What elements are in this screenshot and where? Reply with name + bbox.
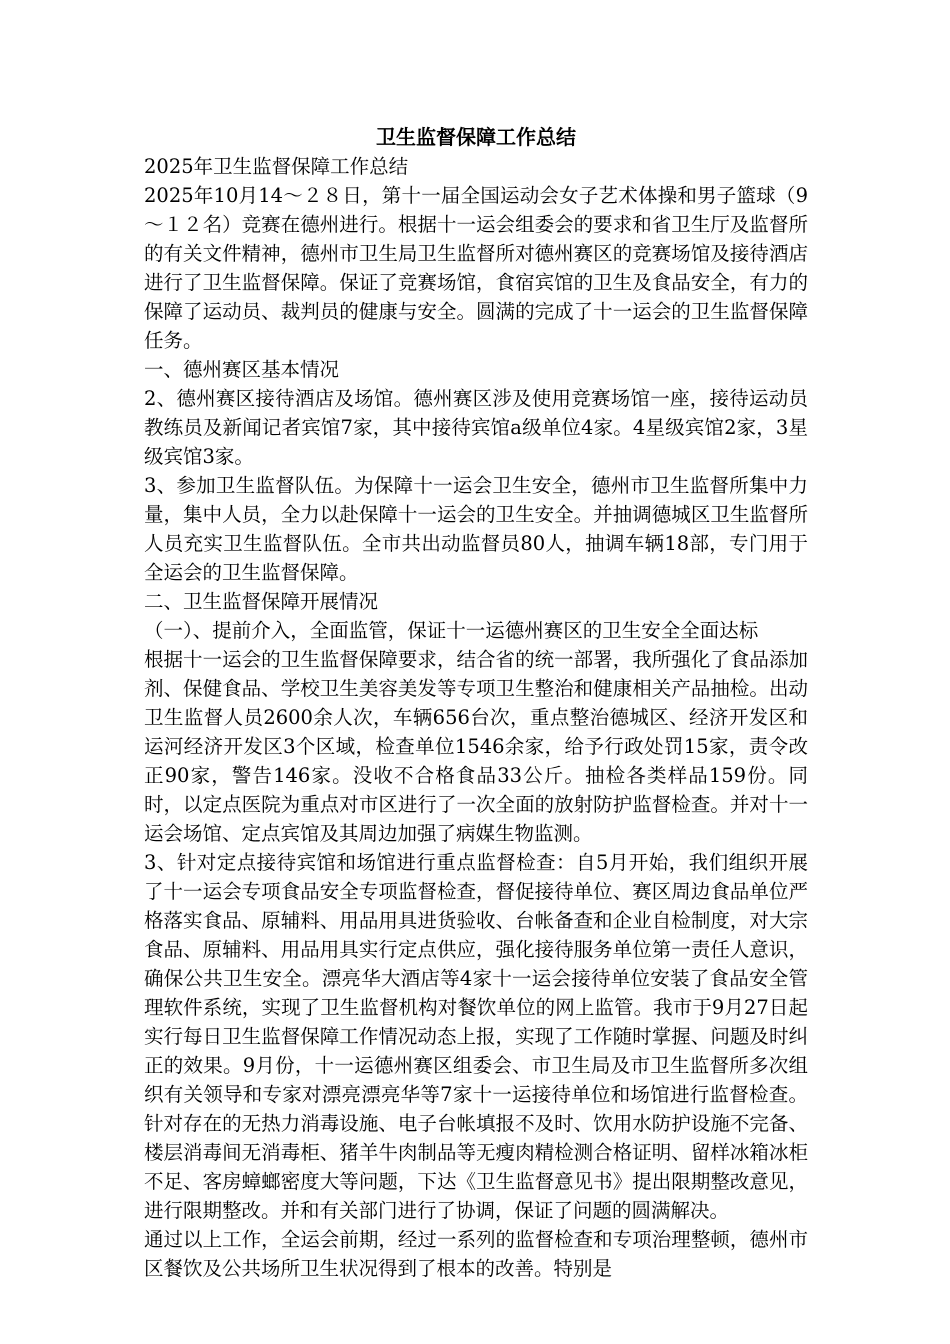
key-inspection-paragraph: 3、针对定点接待宾馆和场馆进行重点监督检查：自5月开始，我们组织开展了十一运会专项食品安全专项监督检查，督促接待单位、赛区周边食品单位严格落实食品、原辅料、用品用具进货验收、台帐备查和企业自检制度，对大宗食品、原辅料、用品用具实行定点供应，强化接待服务单位第一责任人意识，确保公共卫生安全。漂亮华大酒店等4家十一运会接待单位安装了食品安全管理软件系统，实现了卫生监督机构对餐饮单位的网上监管。我市于9月27日起实行每日卫生监督保障工作情况动态上报，实现了工作随时掌握、问题及时纠正的效果。9月份，十一运德州赛区组委会、市卫生局及市卫生监督所多次组织有关领导和专家对漂亮漂亮华等7家十一运接待单位和场馆进行监督检查。针对存在的无热力消毒设施、电子台帐填报不及时、饮用水防护设施不完备、楼层消毒间无消毒柜、猪羊牛肉制品等无瘦肉精检测合格证明、留样冰箱冰柜不足、客房蟑螂密度大等问题，下达《卫生监督意见书》提出限期整改意见，进行限期整改。并和有关部门进行了协调，保证了问题的圆满解决。	[144, 851, 808, 1222]
section-heading-1: 一、德州赛区基本情况	[144, 358, 340, 381]
subtitle-paragraph: 2025年卫生监督保障工作总结	[144, 155, 409, 178]
hotels-venues-paragraph: 2、德州赛区接待酒店及场馆。德州赛区涉及使用竞赛场馆一座，接待运动员教练员及新闻记者宾馆7家，其中接待宾馆a级单位4家。4星级宾馆2家，3星级宾馆3家。	[144, 387, 808, 468]
section-heading-2: 二、卫生监督保障开展情况	[144, 590, 379, 613]
document-body	[144, 122, 808, 1283]
intro-paragraph: 2025年10月14～２８日，第十一届全国运动会女子艺术体操和男子篮球（9～１２名）竞赛在德州进行。根据十一运会组委会的要求和省卫生厅及监督所的有关文件精神，德州市卫生局卫生监督所对德州赛区的竞赛场馆及接待酒店进行了卫生监督保障。保证了竞赛场馆，食宿宾馆的卫生及食品安全，有力的保障了运动员、裁判员的健康与安全。圆满的完成了十一运会的卫生监督保障任务。	[144, 184, 808, 352]
inspection-paragraph: 根据十一运会的卫生监督保障要求，结合省的统一部署，我所强化了食品添加剂、保健食品、学校卫生美容美发等专项卫生整治和健康相关产品抽检。出动卫生监督人员2600余人次，车辆656台次，重点整治德城区、经济开发区和运河经济开发区3个区域，检查单位1546余家，给予行政处罚15家，责令改正90家，警告146家。没收不合格食品33公斤。抽检各类样品159份。同时，以定点医院为重点对市区进行了一次全面的放射防护监督检查。并对十一运会场馆、定点宾馆及其周边加强了病媒生物监测。	[144, 648, 808, 845]
supervision-team-paragraph: 3、参加卫生监督队伍。为保障十一运会卫生安全，德州市卫生监督所集中力量，集中人员，全力以赴保障十一运会的卫生安全。并抽调德城区卫生监督所人员充实卫生监督队伍。全市共出动监督员80人，抽调车辆18部，专门用于全运会的卫生监督保障。	[144, 474, 808, 584]
document-title: 卫生监督保障工作总结	[376, 125, 576, 149]
subsection-heading-1: （一）、提前介入，全面监管，保证十一运德州赛区的卫生安全全面达标	[144, 619, 759, 642]
conclusion-paragraph: 通过以上工作，全运会前期，经过一系列的监督检查和专项治理整顿，德州市区餐饮及公共场所卫生状况得到了根本的改善。特别是	[144, 1228, 808, 1280]
